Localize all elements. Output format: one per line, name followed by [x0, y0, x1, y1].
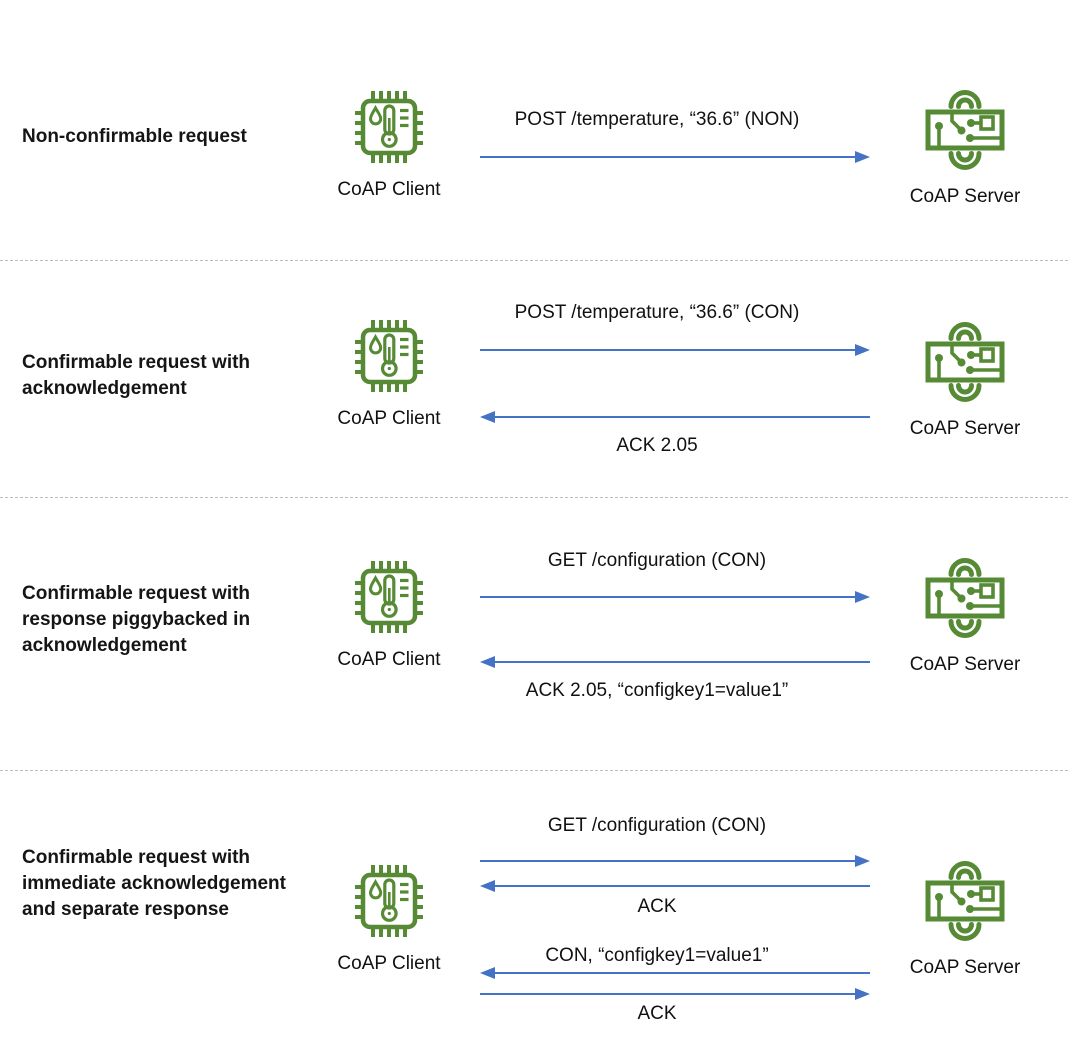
- iot-circuit-board-wifi-icon: [925, 558, 1005, 638]
- final-ack-arrow: [480, 988, 870, 1000]
- section-2-title: Confirmable request with acknowledgement: [22, 352, 251, 399]
- request-arrow: [480, 344, 870, 356]
- request-arrow: [480, 151, 870, 163]
- arrowhead-left-icon: [480, 880, 495, 892]
- request-arrow: [480, 591, 870, 603]
- coap-client-node-1: [314, 88, 464, 202]
- message-label: ACK: [637, 896, 677, 917]
- iot-circuit-board-wifi-icon: [925, 90, 1005, 170]
- message-label: ACK 2.05, “configkey1=value1”: [525, 680, 789, 701]
- message-label: ACK: [637, 1003, 677, 1024]
- coap-client-label: CoAP Client: [337, 408, 441, 429]
- arrowhead-right-icon: [855, 591, 870, 603]
- response-arrow: [480, 656, 870, 668]
- iot-sensor-chip-icon: [353, 558, 425, 636]
- ack-arrow: [480, 880, 870, 892]
- coap-client-label: CoAP Client: [337, 179, 441, 200]
- iot-sensor-chip-icon: [353, 862, 425, 940]
- arrowhead-right-icon: [855, 151, 870, 163]
- coap-client-label: CoAP Client: [337, 649, 441, 670]
- message-label: POST /temperature, “36.6” (NON): [514, 109, 800, 130]
- coap-server-label: CoAP Server: [909, 654, 1021, 675]
- iot-circuit-board-wifi-icon: [925, 322, 1005, 402]
- message-label: CON, “configkey1=value1”: [545, 945, 769, 966]
- message-label: GET /configuration (CON): [547, 550, 767, 571]
- coap-client-label: CoAP Client: [337, 953, 441, 974]
- coap-client-node-3: [314, 558, 464, 672]
- section-divider: [0, 497, 1068, 498]
- separate-response-arrow: [480, 967, 870, 979]
- response-arrow: [480, 411, 870, 423]
- coap-server-label: CoAP Server: [909, 418, 1021, 439]
- coap-server-node-1: [890, 90, 1040, 209]
- section-divider: [0, 260, 1068, 261]
- arrowhead-left-icon: [480, 411, 495, 423]
- arrowhead-right-icon: [855, 988, 870, 1000]
- coap-client-node-2: [314, 317, 464, 431]
- iot-circuit-board-wifi-icon: [925, 861, 1005, 941]
- request-arrow: [480, 855, 870, 867]
- section-1-title: Non-confirmable request: [22, 126, 247, 147]
- arrowhead-left-icon: [480, 656, 495, 668]
- iot-sensor-chip-icon: [353, 88, 425, 166]
- coap-client-node-4: [314, 862, 464, 976]
- coap-server-node-2: [890, 322, 1040, 441]
- coap-server-label: CoAP Server: [909, 957, 1021, 978]
- section-3-title: Confirmable request with response piggybacked in acknowledgement: [22, 583, 251, 656]
- message-label: GET /configuration (CON): [547, 815, 767, 836]
- section-divider: [0, 770, 1068, 771]
- coap-server-node-4: [890, 861, 1040, 980]
- section-4-title: Confirmable request with immediate acknowledgement and separate response: [22, 847, 286, 920]
- coap-server-label: CoAP Server: [909, 186, 1021, 207]
- message-label: POST /temperature, “36.6” (CON): [514, 302, 800, 323]
- arrowhead-right-icon: [855, 855, 870, 867]
- iot-sensor-chip-icon: [353, 317, 425, 395]
- message-label: ACK 2.05: [616, 435, 698, 456]
- coap-server-node-3: [890, 558, 1040, 677]
- arrowhead-right-icon: [855, 344, 870, 356]
- arrowhead-left-icon: [480, 967, 495, 979]
